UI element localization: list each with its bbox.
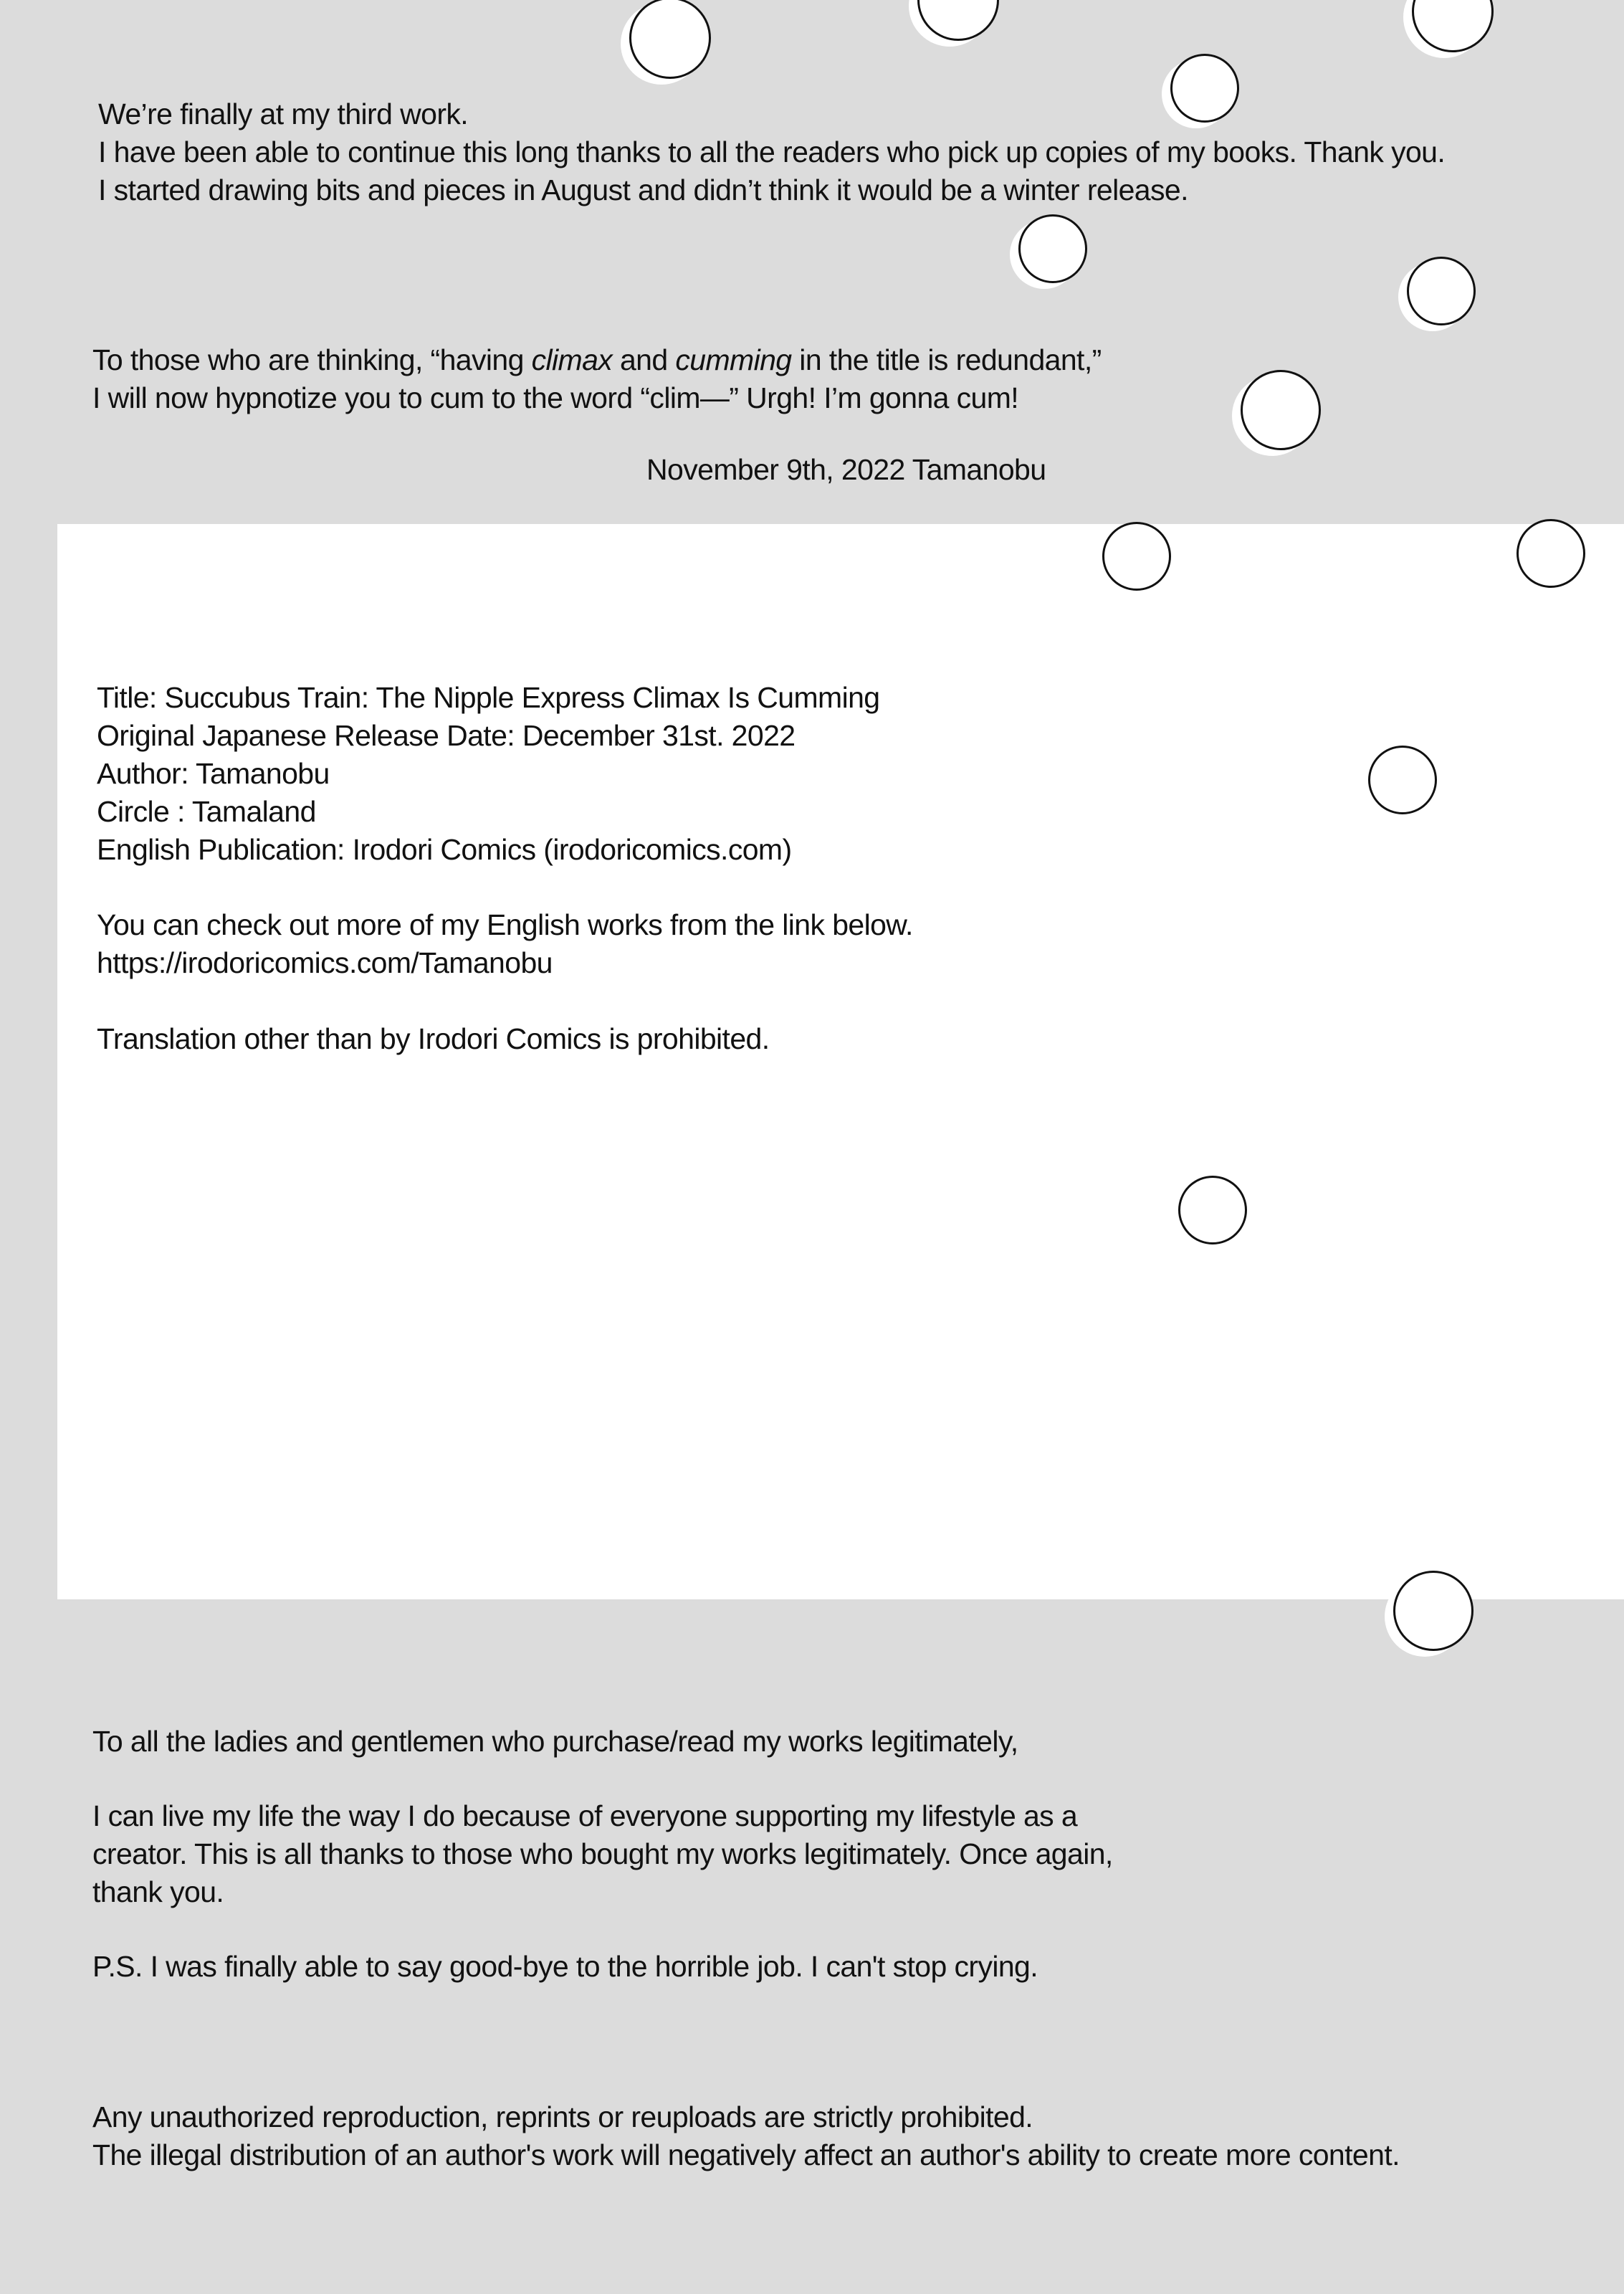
afterword-line: I have been able to continue this long thanks to all the readers who pick up copies of my books. Thank you. [98, 135, 1446, 168]
translation-prohibition: Translation other than by Irodori Comics is prohibited. [97, 1022, 770, 1055]
thanks-greeting: To all the ladies and gentlemen who purchase/read my works legitimately, [92, 1725, 1018, 1758]
emphasis: climax [531, 343, 613, 376]
circle-decoration [1393, 1571, 1473, 1651]
emphasis: cumming [675, 343, 792, 376]
circle-decoration [1178, 1176, 1247, 1244]
circle-decoration [629, 0, 711, 79]
credit-author: Author: Tamanobu [97, 757, 330, 790]
circle-decoration [1407, 257, 1476, 325]
circle-decoration [1516, 519, 1585, 588]
circle-decoration [1170, 54, 1239, 123]
afterword-line: I started drawing bits and pieces in August and didn’t think it would be a winter release. [98, 173, 1188, 206]
afterword-joke-line [92, 341, 1102, 379]
credit-title: Title: Succubus Train: The Nipple Express Climax Is Cumming [97, 681, 880, 714]
text: and [612, 343, 676, 376]
distribution-notice: The illegal distribution of an author's work will negatively affect an author's ability to create more content. [92, 2138, 1400, 2171]
credit-release-date: Original Japanese Release Date: December 31st. 2022 [97, 719, 796, 752]
credit-publication: English Publication: Irodori Comics (irodoricomics.com) [97, 833, 792, 866]
afterword-line: We’re finally at my third work. [98, 97, 469, 130]
circle-decoration [917, 0, 999, 41]
author-link[interactable]: https://irodoricomics.com/Tamanobu [97, 946, 553, 979]
text: To those who are thinking, “having [92, 343, 532, 376]
more-works-text: You can check out more of my English works from the link below. [97, 908, 913, 941]
postscript: P.S. I was finally able to say good-bye to the horrible job. I can't stop crying. [92, 1950, 1038, 1983]
circle-decoration [1241, 370, 1321, 450]
credit-circle: Circle : Tamaland [97, 795, 316, 828]
signature: November 9th, 2022 Tamanobu [646, 453, 1046, 486]
reproduction-notice: Any unauthorized reproduction, reprints or reuploads are strictly prohibited. [92, 2100, 1033, 2133]
afterword-joke-line: I will now hypnotize you to cum to the word “clim—” Urgh! I’m gonna cum! [92, 381, 1019, 414]
thanks-body-line: thank you. [92, 1875, 224, 1908]
circle-decoration [1018, 214, 1087, 283]
thanks-body-line: I can live my life the way I do because of everyone supporting my lifestyle as a [92, 1799, 1078, 1832]
circle-decoration [1102, 522, 1171, 591]
circle-decoration [1368, 746, 1437, 814]
text: in the title is redundant,” [791, 343, 1102, 376]
thanks-body-line: creator. This is all thanks to those who bought my works legitimately. Once again, [92, 1837, 1113, 1870]
circle-decoration [1412, 0, 1494, 52]
